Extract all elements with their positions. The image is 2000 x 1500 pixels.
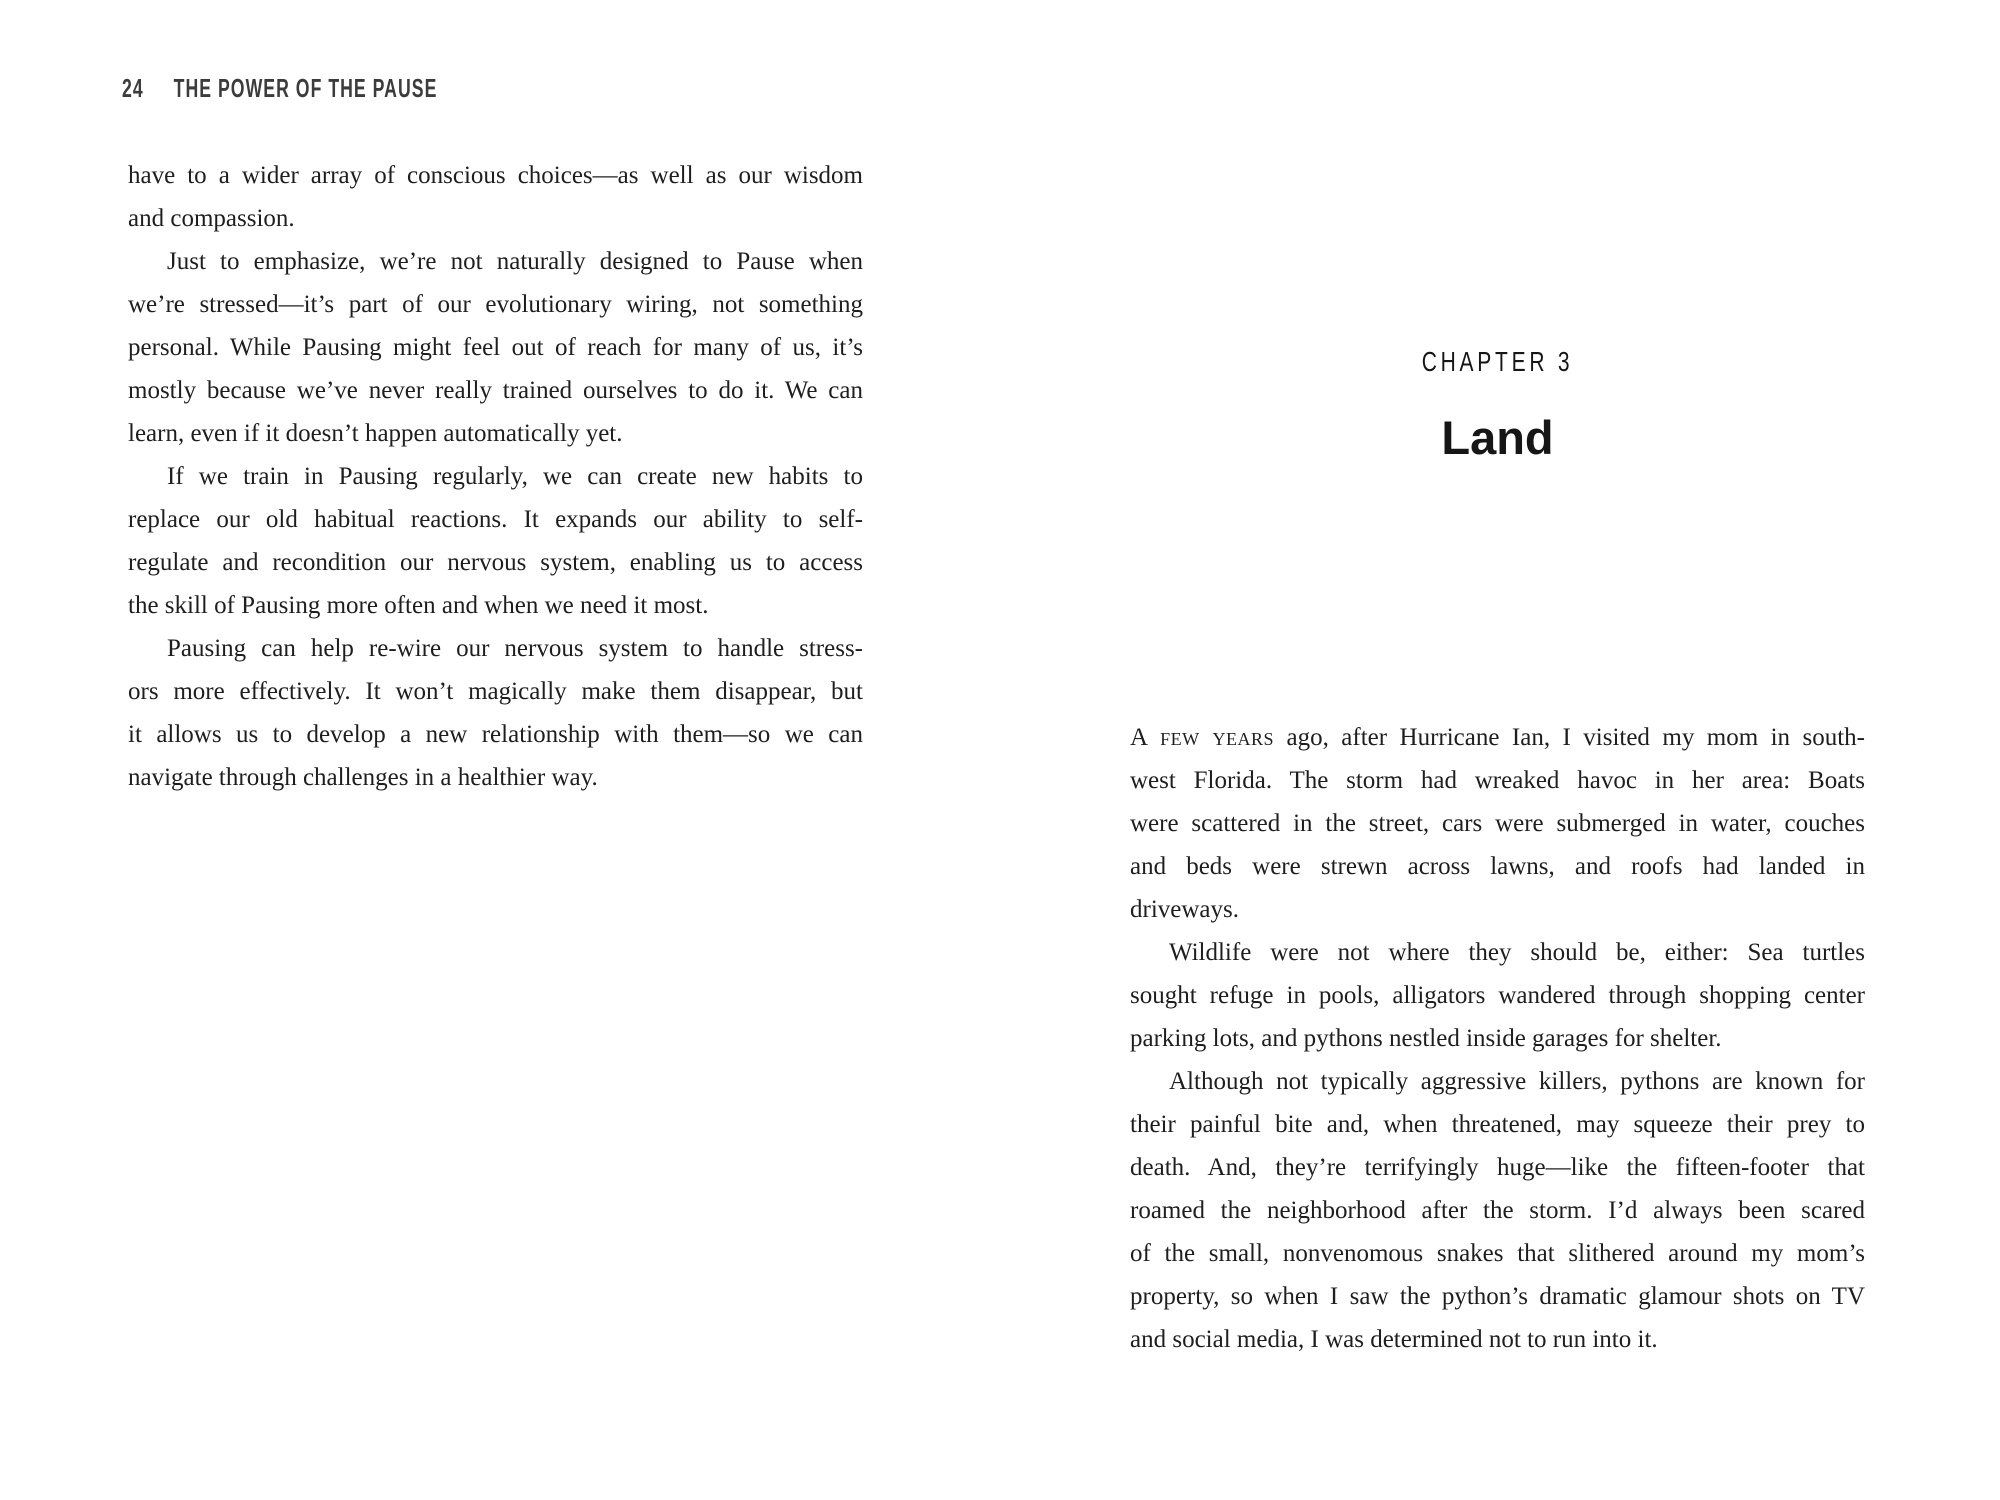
text-line: the skill of Pausing more often and when we need it most. [128, 592, 709, 619]
text-line: regulate and recondition our nervous system, enabling us to access [128, 549, 863, 576]
chapter-title: Land [1441, 411, 1554, 464]
text-line: and social media, I was determined not to run into it. [1130, 1326, 1658, 1353]
text-line: and compassion. [128, 205, 295, 232]
text-line: personal. While Pausing might feel out of reach for many of us, it’s [128, 334, 863, 361]
text-line: their painful bite and, when threatened, may squeeze their prey to [1130, 1111, 1865, 1138]
text-line: roamed the neighborhood after the storm. I’d always been scared [1130, 1197, 1865, 1224]
text-line: A few years ago, after Hurricane Ian, I visited my mom in south- [1130, 724, 1865, 751]
text-line: west Florida. The storm had wreaked havoc in her area: Boats [1130, 767, 1865, 794]
right-page-body [1130, 716, 1865, 1361]
text-line: Wildlife were not where they should be, either: Sea turtles [1169, 939, 1865, 966]
running-head-title: THE POWER OF THE PAUSE [173, 73, 438, 103]
text-line: and beds were strewn across lawns, and roofs had landed in [1130, 853, 1865, 880]
running-header [122, 74, 437, 102]
text-line: were scattered in the street, cars were submerged in water, couches [1130, 810, 1865, 837]
text-line: have to a wider array of conscious choices—as well as our wisdom [128, 162, 863, 189]
text-line: sought refuge in pools, alligators wandered through shopping center [1130, 982, 1865, 1009]
text-line: it allows us to develop a new relationship with them—so we can [128, 721, 863, 748]
text-line: ors more effectively. It won’t magically make them disappear, but [128, 678, 863, 705]
text-line: mostly because we’ve never really trained ourselves to do it. We can [128, 377, 863, 404]
text-line: replace our old habitual reactions. It expands our ability to self- [128, 506, 863, 533]
right-page [1000, 0, 2000, 1500]
chapter-label: CHAPTER 3 [1421, 346, 1574, 377]
text-line: Although not typically aggressive killers, pythons are known for [1169, 1068, 1865, 1095]
left-page-body [128, 154, 863, 799]
text-line: of the small, nonvenomous snakes that slithered around my mom’s [1130, 1240, 1865, 1267]
text-line: we’re stressed—it’s part of our evolutionary wiring, not something [128, 291, 863, 318]
text-line: If we train in Pausing regularly, we can create new habits to [167, 463, 863, 490]
page-number: 24 [122, 73, 144, 103]
text-line: Pausing can help re-wire our nervous system to handle stress- [167, 635, 863, 662]
text-line: learn, even if it doesn’t happen automatically yet. [128, 420, 623, 447]
text-line: driveways. [1130, 896, 1239, 923]
text-line: property, so when I saw the python’s dramatic glamour shots on TV [1130, 1283, 1865, 1310]
small-caps-lead: A few years [1130, 724, 1275, 751]
text-line: parking lots, and pythons nestled inside garages for shelter. [1130, 1025, 1722, 1052]
text-line: Just to emphasize, we’re not naturally designed to Pause when [167, 248, 863, 275]
text-line: death. And, they’re terrifyingly huge—like the fifteen-footer that [1130, 1154, 1865, 1181]
text-line: navigate through challenges in a healthier way. [128, 764, 598, 791]
